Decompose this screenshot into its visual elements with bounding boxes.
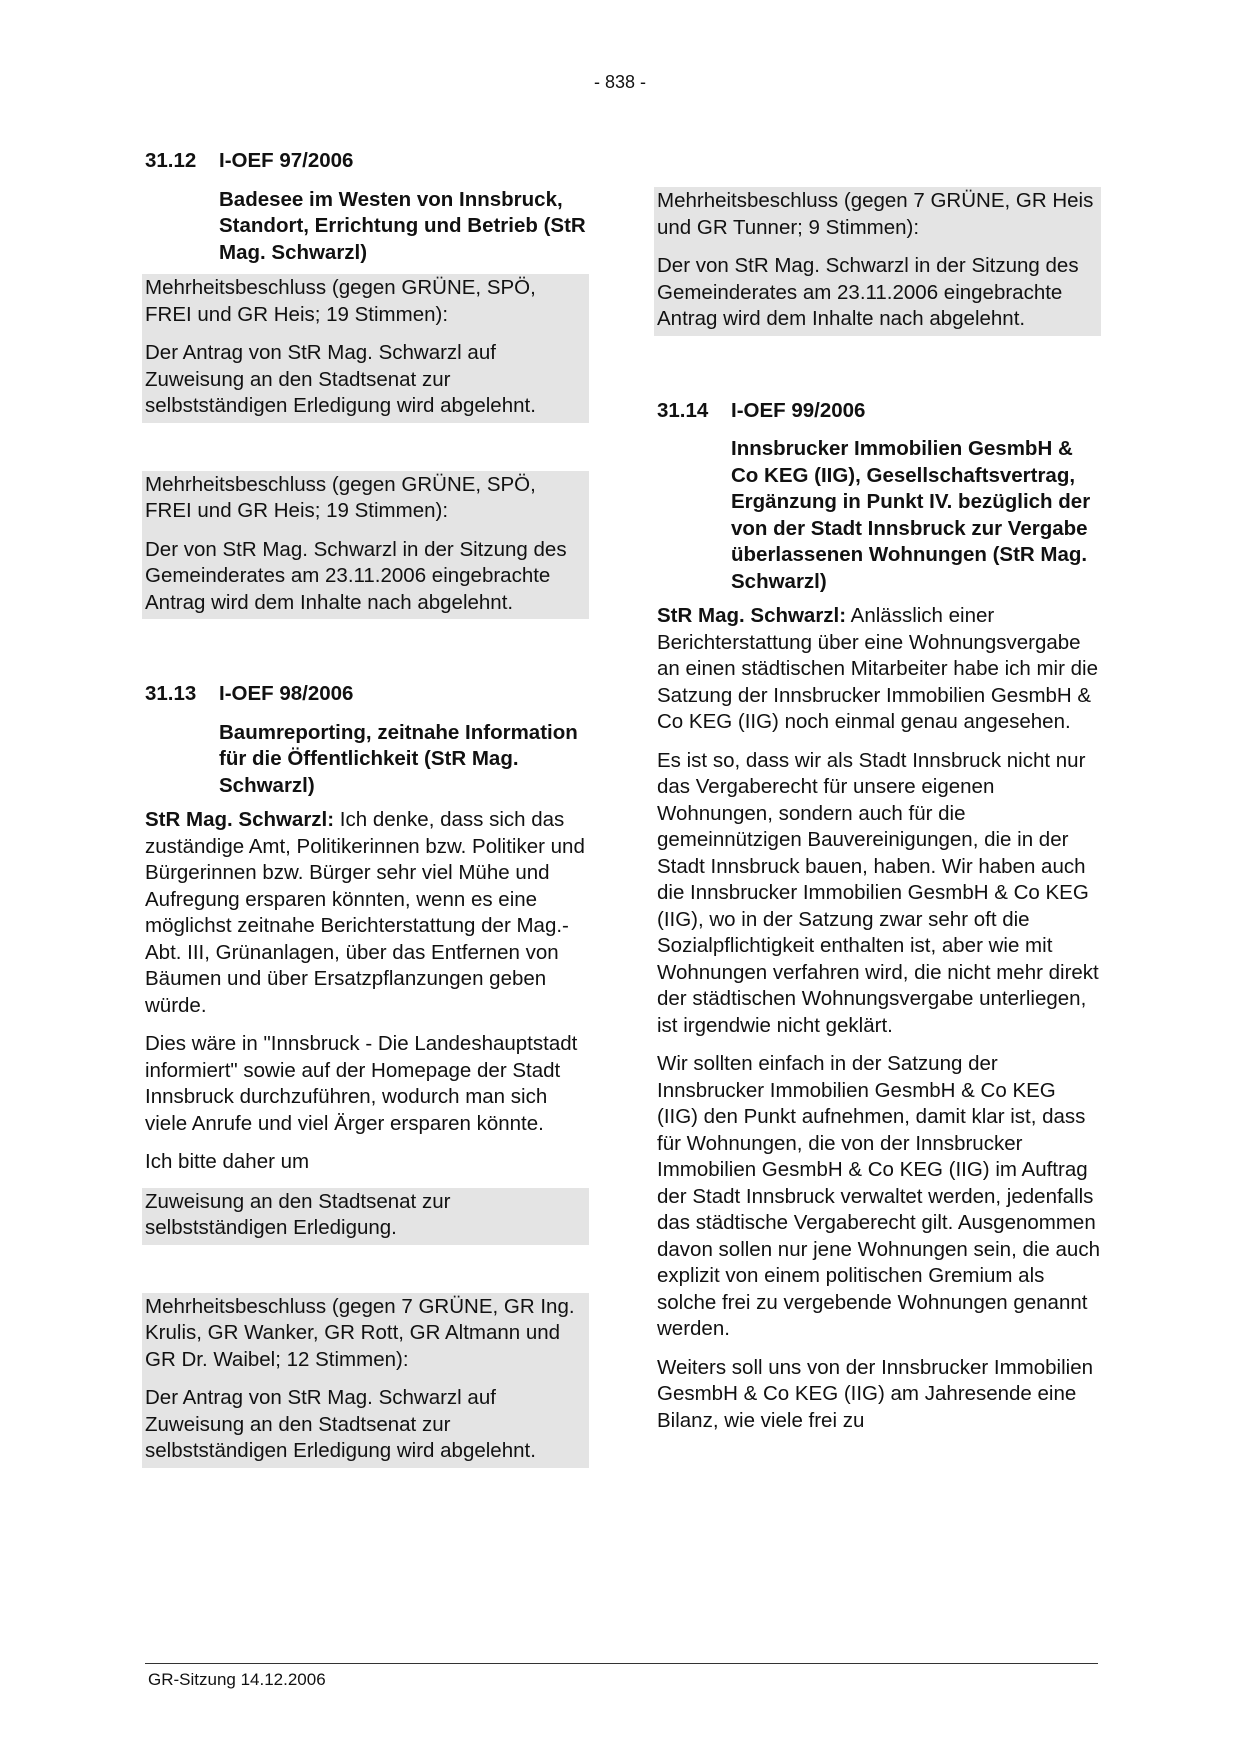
speech-paragraph: Wir sollten einfach in der Satzung der Innsbrucker Immobilien GesmbH & Co KEG (IIG) den Punkt aufnehmen, damit klar ist, dass für Wohnungen, die von der Innsbrucker Immobilien GesmbH & Co KEG (IIG) im Auftrag der Stadt Innsbruck verwaltet werden, jedenfalls das städtische Vergaberecht gilt. Ausgenommen davon sollen nur jene Wohnungen sein, die auch explizit von einem politischen Gremium als solche frei zu vergebende Wohnungen genannt werden. <box>657 1052 1100 1340</box>
speech-paragraph: Dies wäre in "Innsbruck - Die Landeshauptstadt informiert" sowie auf der Homepage der Stadt Innsbruck durchzuführen, wodurch man sich viele Anrufe und viel Ärger ersparen könnte. <box>145 1032 578 1135</box>
section-number: 31.12 <box>145 149 197 172</box>
section-number: 31.14 <box>657 398 709 422</box>
section-subject: Baumreporting, zeitnahe Information für die Öffentlichkeit (StR Mag. Schwarzl) <box>219 720 578 797</box>
speaker-name: StR Mag. Schwarzl: <box>657 604 847 627</box>
resolution-head: Mehrheitsbeschluss (gegen 7 GRÜNE, GR Ing. Krulis, GR Wanker, GR Rott, GR Altmann und GR Dr. Waibel; 12 Stimmen): <box>145 1294 575 1371</box>
resolution-block <box>142 1293 589 1468</box>
resolution-head: Mehrheitsbeschluss (gegen GRÜNE, SPÖ, FREI und GR Heis; 19 Stimmen): <box>145 472 536 522</box>
section-heading-31-13 <box>145 681 589 708</box>
resolution-block <box>654 187 1101 336</box>
speech-paragraph: Es ist so, dass wir als Stadt Innsbruck nicht nur das Vergaberecht für unsere eigenen Wohnungen, sondern auch für die gemeinnützigen Bauvereinigungen, die in der Stadt Innsbruck bauen, haben. Wir haben auch die Innsbrucker Immobilien GesmbH & Co KEG (IIG), wo in der Satzung zwar sehr oft die Sozialpflichtigkeit enthalten ist, aber wie mit Wohnungen verfahren wird, die nicht mehr direkt der städtischen Wohnungsvergabe unterliegen, ist irgendwie nicht geklärt. <box>657 748 1099 1037</box>
footer-divider <box>145 1663 1098 1664</box>
section-subject: Badesee im Westen von Innsbruck, Standort, Errichtung und Betrieb (StR Mag. Schwarzl) <box>219 187 586 264</box>
speech-paragraph: Weiters soll uns von der Innsbrucker Immobilien GesmbH & Co KEG (IIG) am Jahresende eine Bilanz, wie viele frei zu <box>657 1355 1093 1432</box>
resolution-body: Der Antrag von StR Mag. Schwarzl auf Zuweisung an den Stadtsenat zur selbstständigen Erledigung wird abgelehnt. <box>145 1386 536 1462</box>
speaker-name: StR Mag. Schwarzl: <box>145 808 335 831</box>
section-subject: Innsbrucker Immobilien GesmbH & Co KEG (IIG), Gesellschaftsvertrag, Ergänzung in Punkt IV. bezüglich der von der Stadt Innsbruck zur Vergabe überlassenen Wohnungen (StR Mag. Schwarzl) <box>731 437 1091 593</box>
resolution-head: Mehrheitsbeschluss (gegen GRÜNE, SPÖ, FREI und GR Heis; 19 Stimmen): <box>145 276 536 326</box>
left-column <box>145 148 589 1468</box>
speech-paragraph: Ich bitte daher um <box>145 1150 310 1173</box>
section-heading-31-14 <box>657 398 1101 425</box>
section-code: I-OEF 98/2006 <box>219 682 354 705</box>
resolution-body: Der von StR Mag. Schwarzl in der Sitzung des Gemeinderates am 23.11.2006 eingebrachte Antrag wird dem Inhalte nach abgelehnt. <box>145 537 567 614</box>
speech-paragraph <box>145 807 589 1019</box>
section-code: I-OEF 97/2006 <box>219 149 354 172</box>
resolution-block <box>142 274 589 423</box>
speech-text: Ich denke, dass sich das zuständige Amt, Politikerinnen bzw. Politiker und Bürgerinnen bzw. Bürger sehr viel Mühe und Aufregung ersparen könnten, wenn es eine möglichst zeitnahe Berichterstattung der Mag.-Abt. III, Grünanlagen, über das Entfernen von Bäumen und über Ersatzpflanzungen geben würde. <box>145 808 585 1017</box>
resolution-body: Der von StR Mag. Schwarzl in der Sitzung des Gemeinderates am 23.11.2006 eingebrachte Antrag wird dem Inhalte nach abgelehnt. <box>657 254 1079 330</box>
speech-text: Anlässlich einer Berichterstattung über eine Wohnungsvergabe an einen städtischen Mitarbeiter habe ich mir die Satzung der Innsbrucker Immobilien GesmbH & Co KEG (IIG) noch einmal genau angesehen. <box>657 604 1098 733</box>
resolution-block <box>142 471 589 620</box>
speech-paragraph <box>657 603 1101 736</box>
request-text: Zuweisung an den Stadtsenat zur selbstständigen Erledigung. <box>145 1189 451 1239</box>
resolution-body: Der Antrag von StR Mag. Schwarzl auf Zuweisung an den Stadtsenat zur selbstständigen Erledigung wird abgelehnt. <box>145 341 536 417</box>
page-number: - 838 - <box>593 72 647 92</box>
request-block <box>142 1188 589 1245</box>
resolution-head: Mehrheitsbeschluss (gegen 7 GRÜNE, GR Heis und GR Tunner; 9 Stimmen): <box>657 189 1094 239</box>
section-heading-31-12 <box>145 148 589 175</box>
section-number: 31.13 <box>145 682 197 705</box>
footer-text: GR-Sitzung 14.12.2006 <box>148 1670 326 1689</box>
section-code: I-OEF 99/2006 <box>731 398 866 422</box>
right-column <box>657 187 1101 1446</box>
